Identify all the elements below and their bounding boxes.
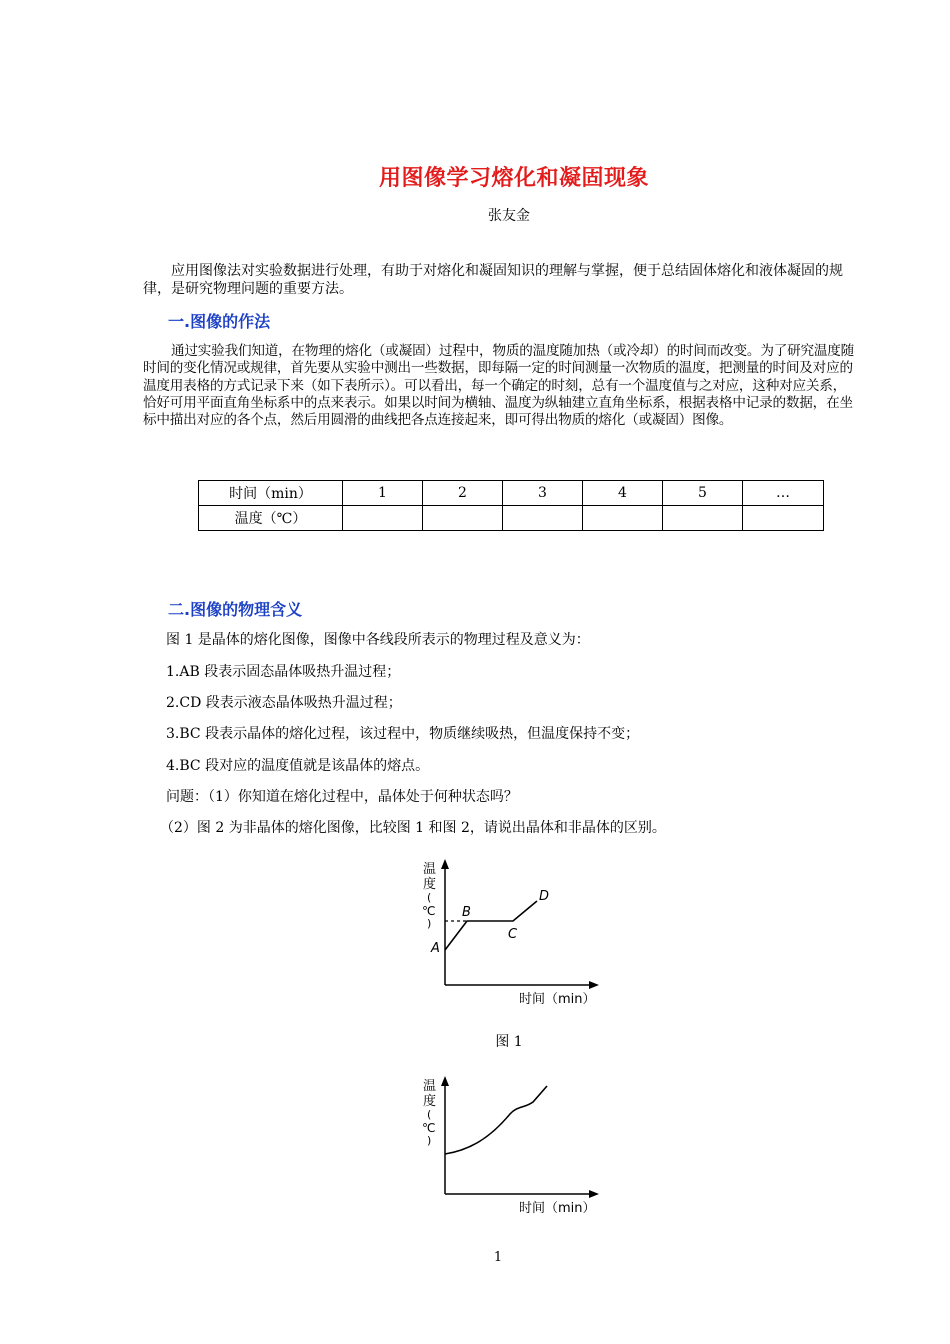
figure2-ylabel: ℃: [422, 1121, 436, 1135]
intro-paragraph: 应用图像法对实验数据进行处理，有助于对熔化和凝固知识的理解与掌握，便于总结固体熔化和液体凝固的规律，是研究物理问题的重要方法。: [143, 263, 843, 297]
figure2-ylabel: 度: [423, 1094, 437, 1109]
table-cell: …: [743, 481, 824, 506]
table-cell: 温度（℃）: [199, 506, 343, 531]
figure1-ylabel: ℃: [422, 904, 436, 918]
figure2-curve: [445, 1086, 547, 1154]
figure2-ylabel: 温: [423, 1079, 437, 1094]
table-cell: 时间（min）: [199, 481, 343, 506]
figure1-ylabel: ): [427, 917, 432, 930]
figure1-ylabel: 温: [423, 862, 437, 877]
page-number: 1: [493, 1250, 503, 1265]
section2-line: 图 1 是晶体的熔化图像，图像中各线段所表示的物理过程及意义为：: [166, 632, 590, 648]
table-cell: 4: [583, 481, 663, 506]
table-cell: 3: [503, 481, 583, 506]
figure1-xlabel: 时间（min）: [519, 992, 596, 1007]
figure1-ylabel: 度: [423, 877, 437, 892]
data-table: [198, 480, 824, 531]
section2-line: 3.BC 段表示晶体的熔化过程，该过程中，物质继续吸热，但温度保持不变；: [166, 726, 640, 742]
section1-paragraph: 通过实验我们知道，在物理的熔化（或凝固）过程中，物质的温度随加热（或冷却）的时间而改变。为了研究温度随时间的变化情况或规律，首先要从实验中测出一些数据，即每隔一定的时间测量一次物质的温度，把测量的时间及对应的温度用表格的方式记录下来（如下表所示）。可以看出，每一个确定的时刻，总有一个温度值与之对应，这种对应关系，恰好可用平面直角坐标系中的点来表示。如果以时间为横轴、温度为纵轴建立直角坐标系，根据表格中记录的数据，在坐标中描出对应的各个点，然后用圆滑的曲线把各点连接起来，即可得出物质的熔化（或凝固）图像。: [143, 343, 855, 429]
section2-line: 2.CD 段表示液态晶体吸热升温过程；: [166, 695, 402, 711]
section1-heading: 一.图像的作法: [168, 312, 271, 331]
table-row-time: [199, 481, 824, 506]
author: 张友金: [488, 208, 530, 224]
table-cell: [503, 506, 583, 531]
section2-line: 1.AB 段表示固态晶体吸热升温过程；: [166, 664, 401, 680]
table-cell: [743, 506, 824, 531]
section2-line: 问题：（1）你知道在熔化过程中，晶体处于何种状态吗？: [166, 789, 518, 805]
figure1-x-arrow: [589, 981, 599, 989]
figure1-curve: [445, 901, 537, 950]
figure2-ylabel: ): [427, 1134, 432, 1147]
table-cell: 5: [663, 481, 743, 506]
table-cell: [343, 506, 423, 531]
page-title: 用图像学习熔化和凝固现象: [378, 166, 649, 191]
figure2-y-arrow: [441, 1076, 449, 1086]
section2-line: 4.BC 段对应的温度值就是该晶体的熔点。: [166, 758, 430, 774]
table-cell: 2: [423, 481, 503, 506]
table-row-temperature: [199, 506, 824, 531]
table-cell: [423, 506, 503, 531]
figure2-xlabel: 时间（min）: [519, 1201, 596, 1216]
figure2-ylabel: (: [427, 1108, 432, 1121]
figure2-x-arrow: [589, 1190, 599, 1198]
figure1-point-label: D: [539, 889, 550, 904]
figure2-graph: [415, 1072, 605, 1222]
figure1-graph: [415, 855, 605, 1015]
figure1-point-label: A: [431, 941, 440, 956]
figure1-caption: 图 1: [495, 1034, 523, 1050]
figure1-y-arrow: [441, 859, 449, 869]
figure1-point-label: C: [508, 927, 518, 942]
figure1-point-label: B: [462, 905, 471, 920]
section2-heading: 二.图像的物理含义: [168, 600, 303, 619]
table-cell: [583, 506, 663, 531]
section2-line: （2）图 2 为非晶体的熔化图像，比较图 1 和图 2，请说出晶体和非晶体的区别。: [160, 820, 666, 836]
table-cell: 1: [343, 481, 423, 506]
figure1-ylabel: (: [427, 891, 432, 904]
table-cell: [663, 506, 743, 531]
